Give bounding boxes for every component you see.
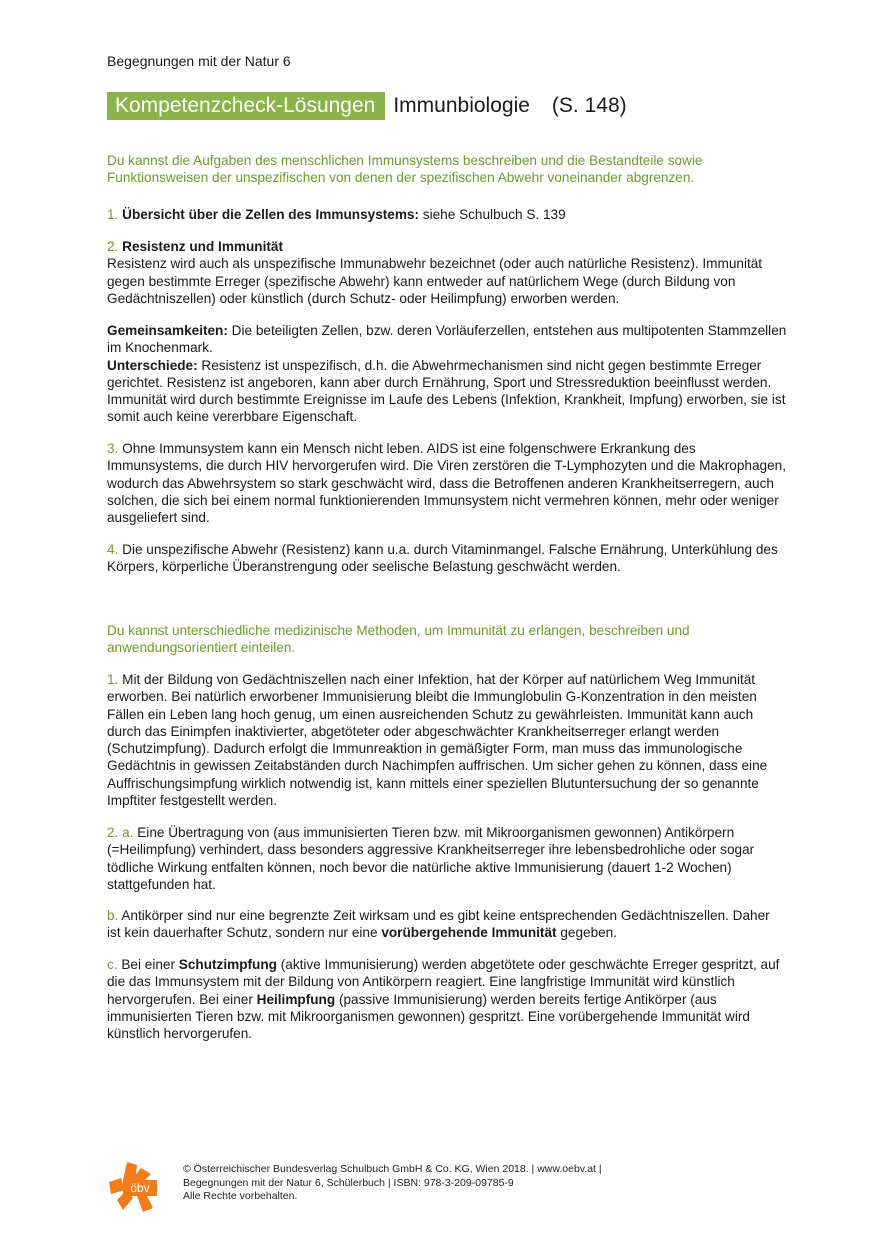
answer-2-1 [107,671,787,809]
answer-text: (passive Immunisierung) werden bereits fertige Antikörper (aus immunisierten Tieren bzw. mit Mikroorganismen gewonnen) gespritzt. Eine vorübergehende Immunität wird künstlich hervorgerufen. [107,991,750,1042]
copyright-line-1: © Österreichischer Bundesverlag Schulbuch GmbH & Co. KG, Wien 2018. | www.oebv.at | [183,1163,602,1175]
answer-text: (aktive Immunisierung) werden abgetötete oder geschwächte Erreger gespritzt, auf die das Immunsystem mit der Bildung von Antikörpern reagiert. Eine langfristige Immunität wird künstlich hervorgerufen. Bei einer [107,957,780,1007]
answer-2-2b [107,907,787,942]
topic-title: Immunbiologie [393,94,530,117]
learning-goal-2: Du kannst unterschiedliche medizinische Methoden, um Immunität zu erlangen, beschreiben und anwendungsorientiert einteilen. [107,623,690,656]
copyright-line-2: Begegnungen mit der Natur 6, Schülerbuch | ISBN: 978-3-209-09785-9 [183,1176,514,1189]
footer [107,1160,602,1212]
emphasis: Heilimpfung [256,991,336,1007]
answer-number: c. [107,957,118,972]
answer-1 [107,206,787,223]
answer-3 [107,440,787,526]
answer-heading: Übersicht über die Zellen des Immunsystems: [122,207,420,222]
answer-text: Resistenz wird auch als unspezifische Immunabwehr bezeichnet (oder auch natürliche Resistenz). Immunität gegen bestimmte Erreger (spezifische Abwehr) kann entweder auf natürlichem Wege (durch Bildung von Gedächtniszellen) oder künstlich (durch Schutz- oder Heilimpfung) erworben werden. [107,256,763,306]
page-reference: (S. 148) [551,94,627,117]
answer-number: 1. [107,672,119,687]
answer-2-2a [107,824,787,893]
answer-text: Die unspezifische Abwehr (Resistenz) kann u.a. durch Vitaminmangel. Falsche Ernährung, Unterkühlung des Körpers, körperliche Überanstrengung oder seelische Belastung geschwächt werden. [107,542,778,575]
answer-text: siehe Schulbuch S. 139 [419,207,566,222]
answer-text: Bei einer [117,957,179,972]
section-badge: Kompetenzcheck-Lösungen [107,92,385,120]
series-title: Begegnungen mit der Natur 6 [107,53,291,69]
answer-2-2c [107,956,787,1042]
answer-number: b. [107,908,119,923]
emphasis: vorübergehende Immunität [381,925,557,941]
answer-heading: Resistenz und Immunität [122,239,283,254]
common-text: Die beteiligten Zellen, bzw. deren Vorläuferzellen, entstehen aus multipotenten Stammzellen im Knochenmark. [107,323,787,356]
learning-goal-1: Du kannst die Aufgaben des menschlichen Immunsystems beschreiben und die Bestandteile sowie Funktionsweisen der unspezifischen von denen der spezifischen Abwehr voneinander abgrenzen. [107,153,703,186]
answer-4 [107,541,787,576]
difference-text: Resistenz ist unspezifisch, d.h. die Abwehrmechanismen sind nicht gegen bestimmte Erreger gerichtet. Resistenz ist angeboren, kann aber durch Ernährung, Sport und Stressreduktion beeinflusst werden. Immunität wird durch bestimmte Ereignisse im Laufe des Lebens (Infektion, Krankheit, Impfung) erworben, sie ist somit auch keine vererbbare Eigenschaft. [107,357,786,425]
logo-text: öbv [130,1181,150,1195]
answer-2-comparison [107,322,787,426]
answer-text: Ohne Immunsystem kann ein Mensch nicht leben. AIDS ist eine folgenschwere Erkrankung des Immunsystems, die durch HIV hervorgerufen wird. Die Viren zerstören die T-Lymphozyten und die Makrophagen, wodurch das Abwehrsystem so stark geschwächt wird, dass die Betroffenen anderen Krankheitserregern, auch solchen, die sich bei einem normal funktionierenden Immunsystem nicht vermehren können, mehr oder weniger ausgeliefert sind. [107,441,787,526]
copyright-line-3: Alle Rechte vorbehalten. [183,1190,298,1202]
answer-text: gegeben. [556,925,618,941]
answer-number: 3. [107,441,119,456]
answer-text: Mit der Bildung von Gedächtniszellen nach einer Infektion, hat der Körper auf natürlichem Weg Immunität erworben. Bei natürlich erworbener Immunisierung bleibt die Immunglobulin G-Konzentration in den meisten Fällen ein Leben lang hoch genug, um einen ausreichenden Schutz zu gewährleisten. Immunität kann auch durch das Einimpfen inaktivierter, abgetöteter oder abgeschwächter Krankheitserreger erlangt werden (Schutzimpfung). Dadurch erfolgt die Immunreaktion in gemäßigter Form, man muss das immunologische Gedächtnis in gewissen Zeitabständen durch Nachimpfen auffrischen. Um sicher gehen zu können, dass eine Auffrischungsimpfung wirklich notwendig ist, kann mittels einer speziellen Blutuntersuchung der so genannte Impftiter festgestellt werden. [107,672,768,809]
common-label: Gemeinsamkeiten: [107,323,228,338]
answer-number: 1. [107,207,119,222]
answer-2 [107,238,787,307]
answer-number: 2. a. [107,825,134,840]
oebv-logo-icon [107,1160,159,1212]
difference-label: Unterschiede: [107,357,198,373]
answer-number: 2. [107,239,119,254]
emphasis: Schutzimpfung [178,957,277,972]
page-title [107,92,627,120]
answer-number: 4. [107,542,119,557]
copyright-text [183,1160,602,1204]
answer-text: Eine Übertragung von (aus immunisierten Tieren bzw. mit Mikroorganismen gewonnen) Antikörpern (=Heilimpfung) verhindert, dass besonders aggressive Krankheitserreger ihre lebensbedrohliche oder sogar tödliche Wirkung entfalten können, noch bevor die natürliche aktive Immunisierung (dauert 1-2 Wochen) stattgefunden hat. [107,825,755,892]
answer-text: Antikörper sind nur eine begrenzte Zeit wirksam und es gibt keine entsprechenden Gedächtniszellen. Daher ist kein dauerhafter Schutz, sondern nur eine [107,908,770,941]
